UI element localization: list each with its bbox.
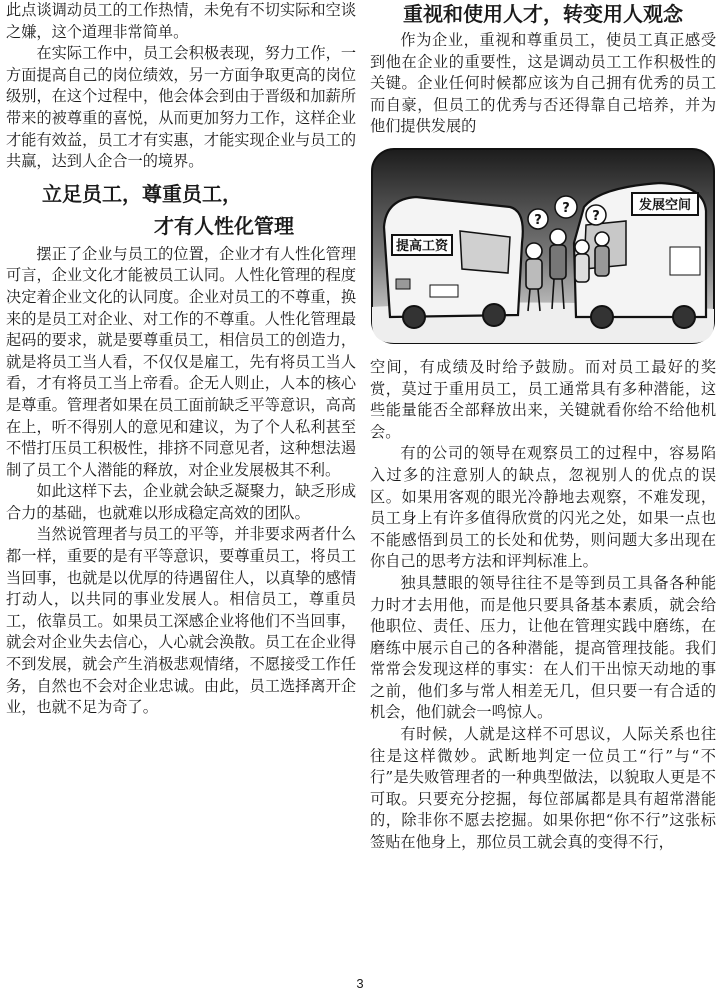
left-paragraph-1: 此点谈调动员工的工作热情，未免有不切实际和空谈之嫌，这个道理非常简单。 (6, 1, 356, 41)
section-heading-line-2: 才有人性化管理 (154, 213, 294, 238)
left-paragraph-5: 当然说管理者与员工的平等，并非要求两者什么都一样，重要的是有平等意识，要尊重员工，将员工当回事，也就是以优厚的待遇留住人，以真挚的感情打动人，以共同的事业发展人。相信员工，尊重员工，依靠员工。如果员工深感企业将他们不当回事，就会对企业失去信心，人心就会涣散。员工在企业得不到发展，就会产生消极悲观情绪，不愿接受工作任务，自然也不会对企业忠诚。由此，员工选择离开企业，也就不足为奇了。 (6, 525, 356, 717)
cartoon-illustration (370, 147, 716, 345)
question-mark-2: ? (562, 200, 570, 216)
right-paragraph-3: 有的公司的领导在观察员工的过程中，容易陷入过多的注意别人的缺点，忽视别人的优点的误区。如果用客观的眼光冷静地去观察，不难发现，员工身上有许多值得欣赏的闪光之处，如果一点也不能感悟到员工的长处和优势，则问题大多出现在你自己的思考方法和评判标准上。 (370, 444, 716, 571)
section-heading-line-1: 立足员工，尊重员工， (42, 181, 242, 206)
section-heading-right: 重视和使用人才，转变用人观念 (403, 2, 683, 26)
right-bus-sign: 发展空间 (638, 197, 692, 213)
question-mark-1: ? (534, 212, 542, 228)
right-paragraph-4: 独具慧眼的领导往往不是等到员工具备各种能力时才去用他，而是他只要具备基本素质，就会给他职位、责任、压力，让他在管理实践中磨练，在磨练中展示自己的各种潜能，提高管理技能。我们常常会发现这样的事实：在人们干出惊天动地的事之前，他们多与常人相差无几，但只要一有合适的机会，他们就会一鸣惊人。 (370, 573, 716, 722)
left-paragraph-4: 如此这样下去，企业就会缺乏凝聚力，缺乏形成合力的基础，也就难以形成稳定高效的团队。 (6, 482, 356, 522)
page-number: 3 (356, 976, 364, 991)
right-paragraph-1: 作为企业，重视和尊重员工，使员工真正感受到他在企业的重要性，这是调动员工工作积极性的关键。企业任何时候都应该为自己拥有优秀的员工而自豪，但员工的优秀与否还得靠自己培养，并为他们提供发展的 (370, 31, 716, 136)
question-mark-3: ? (592, 208, 600, 224)
left-bus-sign: 提高工资 (395, 238, 449, 254)
left-column (6, 0, 356, 719)
right-paragraph-5: 有时候，人就是这样不可思议，人际关系也往往是这样微妙。武断地判定一位员工“行”与“不行”是失败管理者的一种典型做法，以貌取人更是不可取。只要充分挖掘，每位部属都是具有超常潜能的，除非你不愿去挖掘。如果你把“你不行”这张标签贴在他身上，那位员工就会真的变得不行， (370, 725, 716, 852)
left-paragraph-2: 在实际工作中，员工会积极表现，努力工作，一方面提高自己的岗位绩效，另一方面争取更高的岗位级别，在这个过程中，他会体会到由于晋级和加薪所带来的被尊重的喜悦，从而更加努力工作，这样企业才能有效益，员工才有实惠，才能实现企业与员工的共赢，达到人企合一的境界。 (6, 44, 356, 171)
right-paragraph-2: 空间，有成绩及时给予鼓励。而对员工最好的奖赏，莫过于重用员工，员工通常具有多种潜能，这些能量能否全部释放出来，关键就看你给不给他机会。 (370, 357, 716, 441)
right-column (370, 0, 716, 854)
left-bus (384, 197, 523, 328)
left-paragraph-3: 摆正了企业与员工的位置，企业才有人性化管理可言，企业文化才能被员工认同。人性化管理的程度决定着企业文化的认同度。企业对员工的不尊重，换来的是员工对企业、对工作的不尊重。人性化管理最起码的要求，就是要尊重员工，相信员工的创造力，就是将员工当人看，不仅仅是雇工，先有将员工当人看，才有将员工当上帝看。企无人则止，人本的核心是尊重。管理者如果在员工面前缺乏平等意识，高高在上，听不得别人的意见和建议，为了个人私利甚至不惜打压员工积极性，排挤不同意见者，这种想法遏制了员工个人潜能的释放，对企业发展极其不利。 (6, 244, 356, 479)
